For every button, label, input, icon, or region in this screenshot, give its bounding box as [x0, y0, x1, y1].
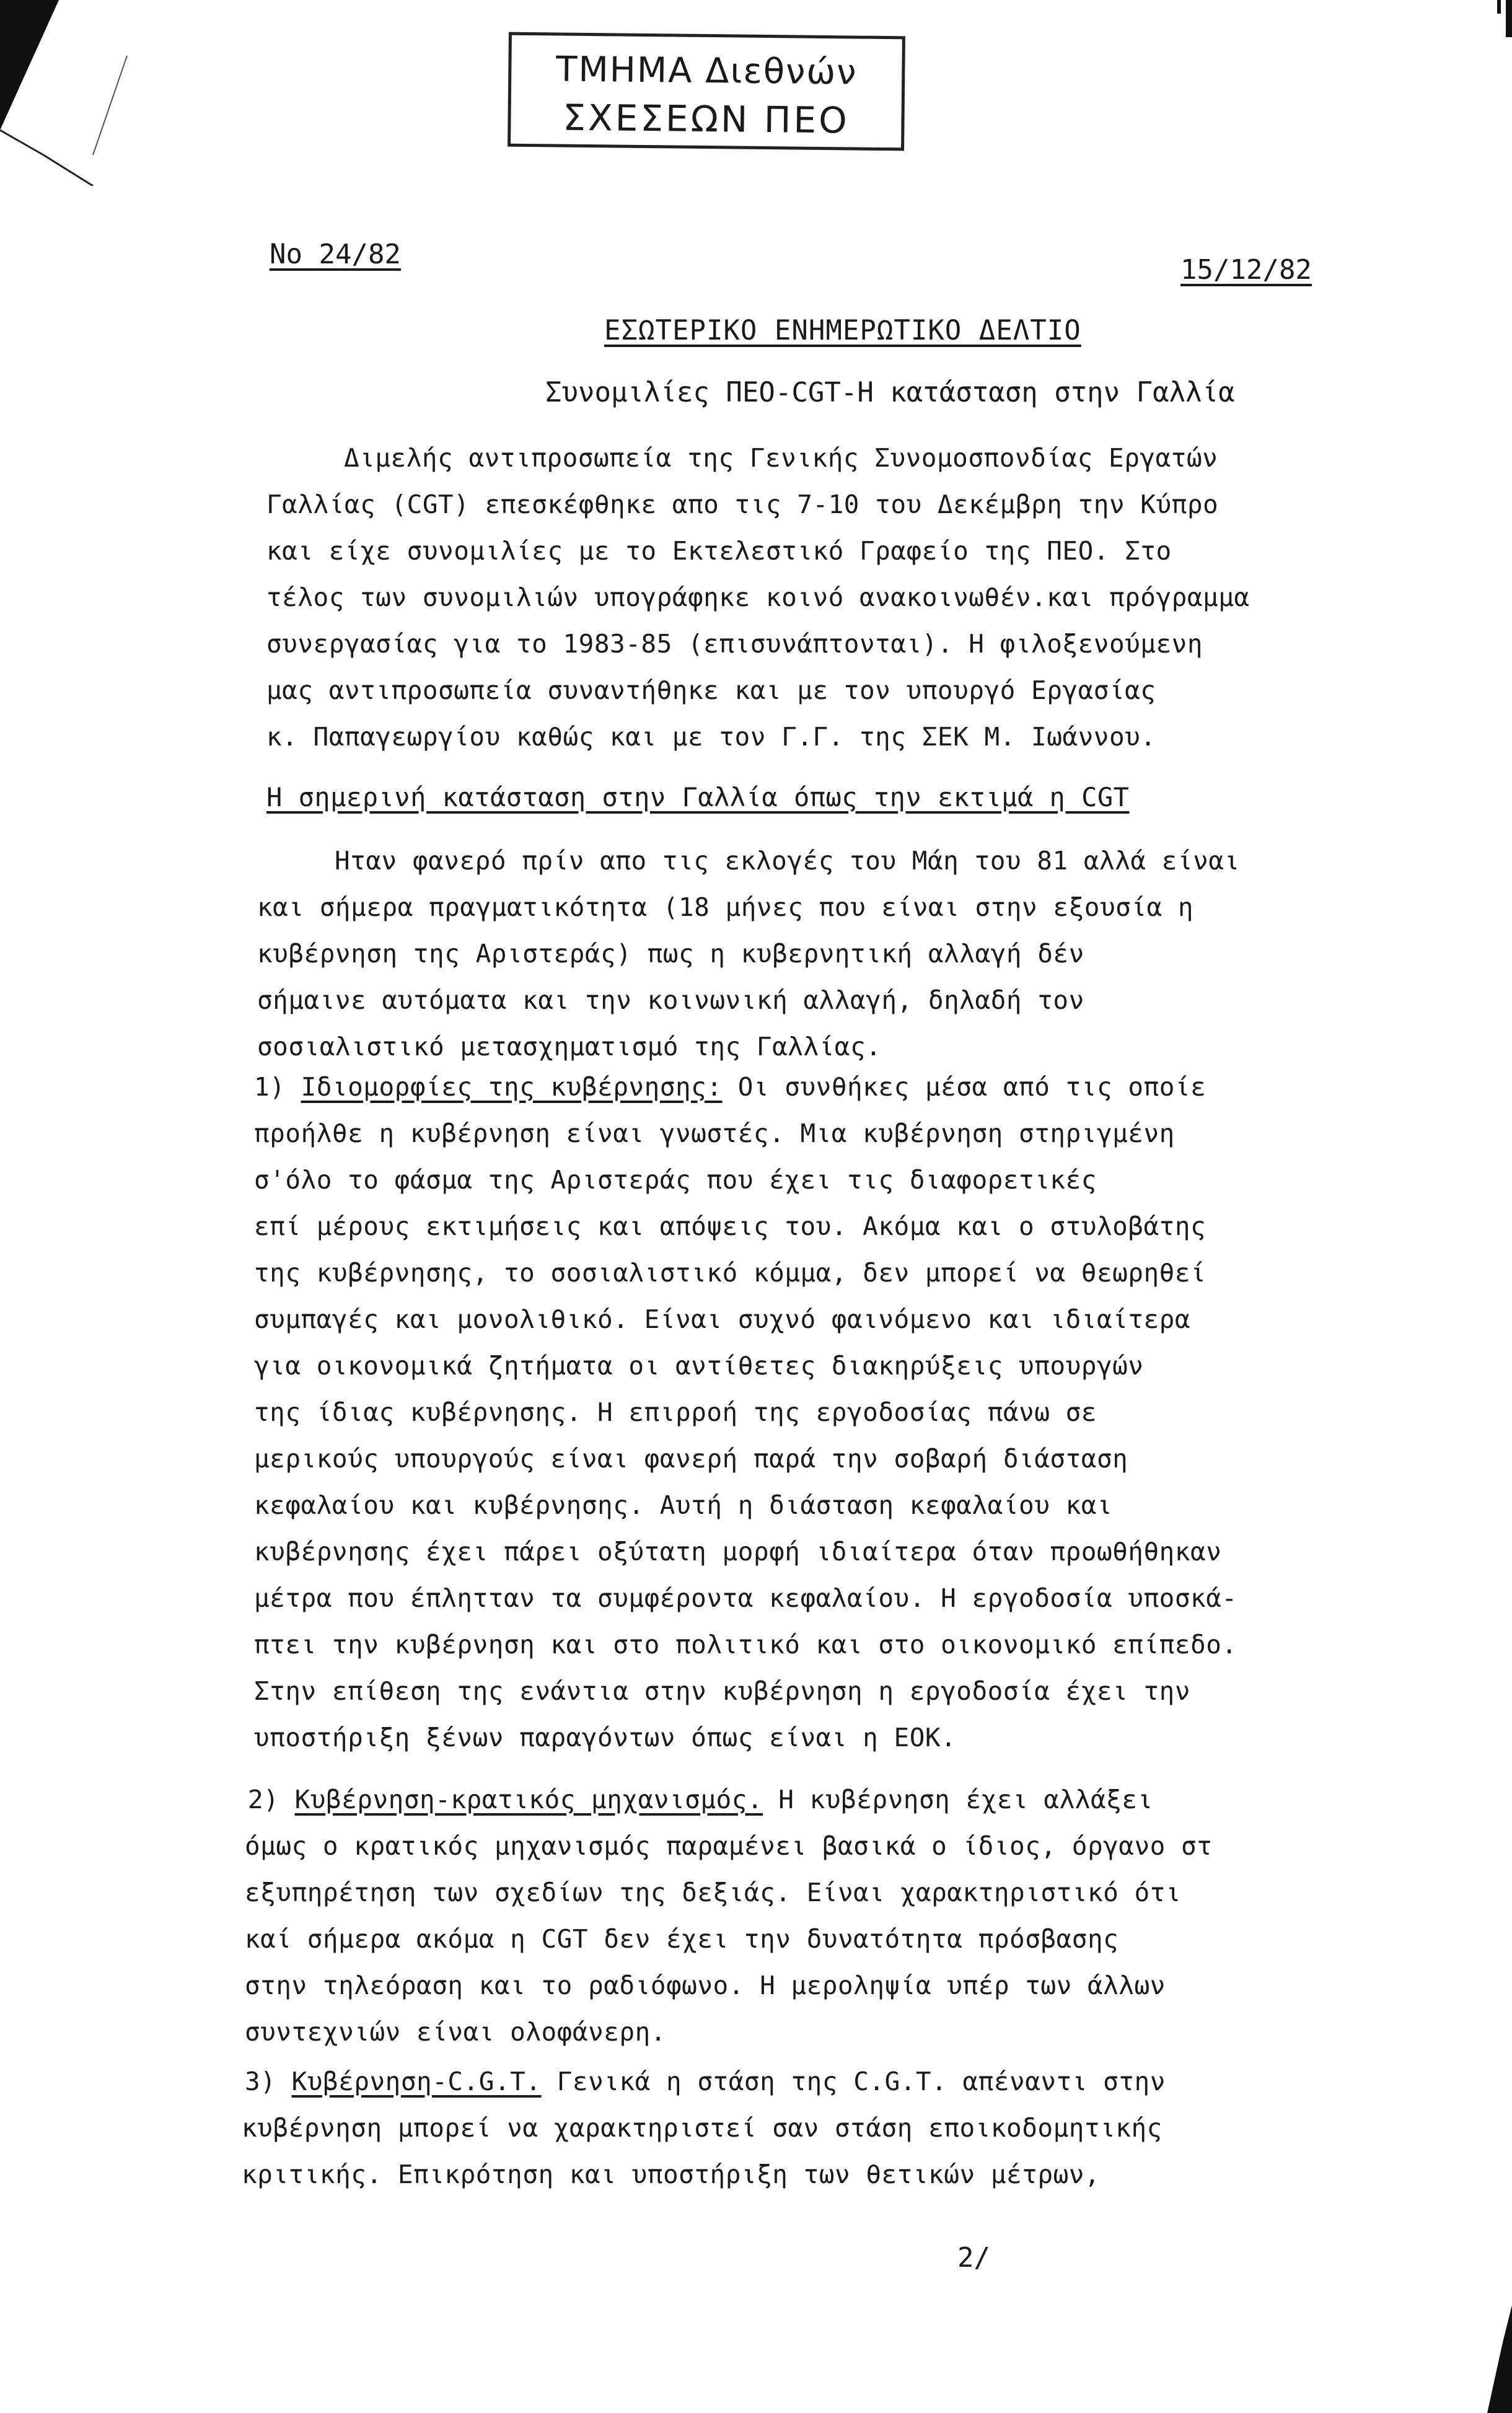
- text-line: για οικονομικά ζητήματα οι αντίθετες διακηρύξεις υπουργών: [254, 1351, 1144, 1381]
- point-number: 3): [245, 2067, 276, 2096]
- text-line: κυβέρνησης έχει πάρει οξύτατη μορφή ιδιαίτερα όταν προωθήθηκαν: [254, 1537, 1222, 1567]
- text-line: όμως ο κρατικός μηχανισμός παραμένει βασικά ο ίδιος, όργανο στ: [245, 1831, 1213, 1861]
- text-line: και είχε συνομιλίες με το Εκτελεστικό Γραφείο της ΠΕΟ. Στο: [266, 536, 1172, 566]
- text-line: υποστήριξη ξένων παραγόντων όπως είναι η ΕΟΚ.: [254, 1723, 957, 1752]
- text-line: της ίδιας κυβέρνησης. Η επιρροή της εργοδοσίας πάνω σε: [254, 1397, 1097, 1427]
- text-line: μερικούς υπουργούς είναι φανερή παρά την σοβαρή διάσταση: [254, 1444, 1128, 1474]
- scan-edge-mark: [1475, 0, 1512, 37]
- point-heading: Κυβέρνηση-C.G.T.: [291, 2067, 542, 2096]
- text-line: Διμελής αντιπροσωπεία της Γενικής Συνομοσπονδίας Εργατών: [344, 443, 1218, 473]
- text-line: κεφαλαίου και κυβέρνησης. Αυτή η διάσταση κεφαλαίου και: [254, 1490, 1113, 1520]
- document-date: 15/12/82: [1180, 254, 1312, 286]
- point-heading: Κυβέρνηση-κρατικός μηχανισμός.: [294, 1785, 763, 1814]
- point-2-first-line: [248, 1785, 1153, 1814]
- point-number: 2): [248, 1785, 279, 1814]
- text-line: κυβέρνηση της Αριστεράς) πως η κυβερνητική αλλαγή δέν: [257, 939, 1084, 969]
- text-line: κυβέρνηση μπορεί να χαρακτηριστεί σαν στάση εποικοδομητικής: [242, 2113, 1163, 2143]
- text-line: στην τηλεόραση και το ραδιόφωνο. Η μεροληψία υπέρ των άλλων: [245, 1971, 1166, 2000]
- document-number: Νο 24/82: [270, 239, 401, 270]
- text-line: εξυπηρέτηση των σχεδίων της δεξιάς. Είναι χαρακτηριστικό ότι: [245, 1878, 1182, 1907]
- text-line: καί σήμερα ακόμα η CGT δεν έχει την δυνατότητα πρόσβασης: [245, 1924, 1119, 1954]
- point-text: Γενικά η στάση της C.G.T. απέναντι στην: [556, 2067, 1166, 2096]
- text-line: πτει την κυβέρνηση και στο πολιτικό και στο οικονομικό επίπεδο.: [254, 1630, 1237, 1659]
- point-text: Η κυβέρνηση έχει αλλάξει: [778, 1785, 1153, 1814]
- text-line: μέτρα που έπλητταν τα συμφέροντα κεφαλαίου. Η εργοδοσία υποσκά-: [254, 1583, 1237, 1613]
- document-subtitle: Συνομιλίες ΠΕΟ-CGT-Η κατάσταση στην Γαλλία: [545, 377, 1235, 408]
- stamp-line-2: ΣΧΕΣΕΩΝ ΠΕΟ: [562, 96, 850, 142]
- text-line: μας αντιπροσωπεία συναντήθηκε και με τον υπουργό Εργασίας: [266, 675, 1156, 705]
- folded-corner-mark: [0, 0, 136, 186]
- text-line: κ. Παπαγεωργίου καθώς και με τον Γ.Γ. της ΣΕΚ Μ. Ιωάννου.: [266, 722, 1156, 752]
- text-line: κριτικής. Επικρότηση και υποστήριξη των θετικών μέτρων,: [242, 2160, 1101, 2189]
- text-line: σ'όλο το φάσμα της Αριστεράς που έχει τις διαφορετικές: [254, 1165, 1097, 1195]
- point-text: Οι συνθήκες μέσα από τις οποίε: [737, 1072, 1207, 1102]
- page-number: 2/: [957, 2242, 990, 2274]
- point-1-first-line: [254, 1072, 1206, 1102]
- text-line: προήλθε η κυβέρνηση είναι γνωστές. Μια κυβέρνηση στηριγμένη: [254, 1119, 1175, 1148]
- text-line: και σήμερα πραγματικότητα (18 μήνες που είναι στην εξουσία η: [257, 892, 1194, 922]
- text-line: συμπαγές και μονολιθικό. Είναι συχνό φαινόμενο και ιδιαίτερα: [254, 1304, 1191, 1334]
- department-stamp: [508, 32, 905, 151]
- stamp-line-1: ΤΜΗΜΑ Διεθνών: [555, 49, 858, 93]
- text-line: συντεχνιών είναι ολοφάνερη.: [245, 2017, 666, 2047]
- text-line: σοσιαλιστικό μετασχηματισμό της Γαλλίας.: [257, 1032, 882, 1061]
- text-line: Γαλλίας (CGT) επεσκέφθηκε απο τις 7-10 του Δεκέμβρη την Κύπρο: [266, 490, 1219, 519]
- point-number: 1): [254, 1072, 286, 1102]
- text-line: της κυβέρνησης, το σοσιαλιστικό κόμμα, δεν μπορεί να θεωρηθεί: [254, 1258, 1207, 1288]
- text-line: σήμαινε αυτόματα και την κοινωνική αλλαγή, δηλαδή τον: [257, 985, 1084, 1015]
- text-line: συνεργασίας για το 1983-85 (επισυνάπτονται). Η φιλοξενούμενη: [266, 629, 1203, 659]
- text-line: επί μέρους εκτιμήσεις και απόψεις του. Ακόμα και ο στυλοβάτης: [254, 1211, 1207, 1241]
- point-3-first-line: [245, 2067, 1166, 2096]
- text-line: τέλος των συνομιλιών υπογράφηκε κοινό ανακοινωθέν.και πρόγραμμα: [266, 582, 1250, 612]
- point-heading: Ιδιομορφίες της κυβέρνησης:: [301, 1072, 723, 1102]
- section-heading: Η σημερινή κατάσταση στην Γαλλία όπως την εκτιμά η CGT: [266, 782, 1130, 812]
- text-line: Ηταν φανερό πρίν απο τις εκλογές του Μάη του 81 αλλά είναι: [335, 846, 1240, 876]
- text-line: Στην επίθεση της ενάντια στην κυβέρνηση η εργοδοσία έχει την: [254, 1676, 1191, 1706]
- scan-edge-mark: [1475, 2305, 1512, 2413]
- document-title: ΕΣΩΤΕΡΙΚΟ ΕΝΗΜΕΡΩΤΙΚΟ ΔΕΛΤΙΟ: [604, 315, 1081, 346]
